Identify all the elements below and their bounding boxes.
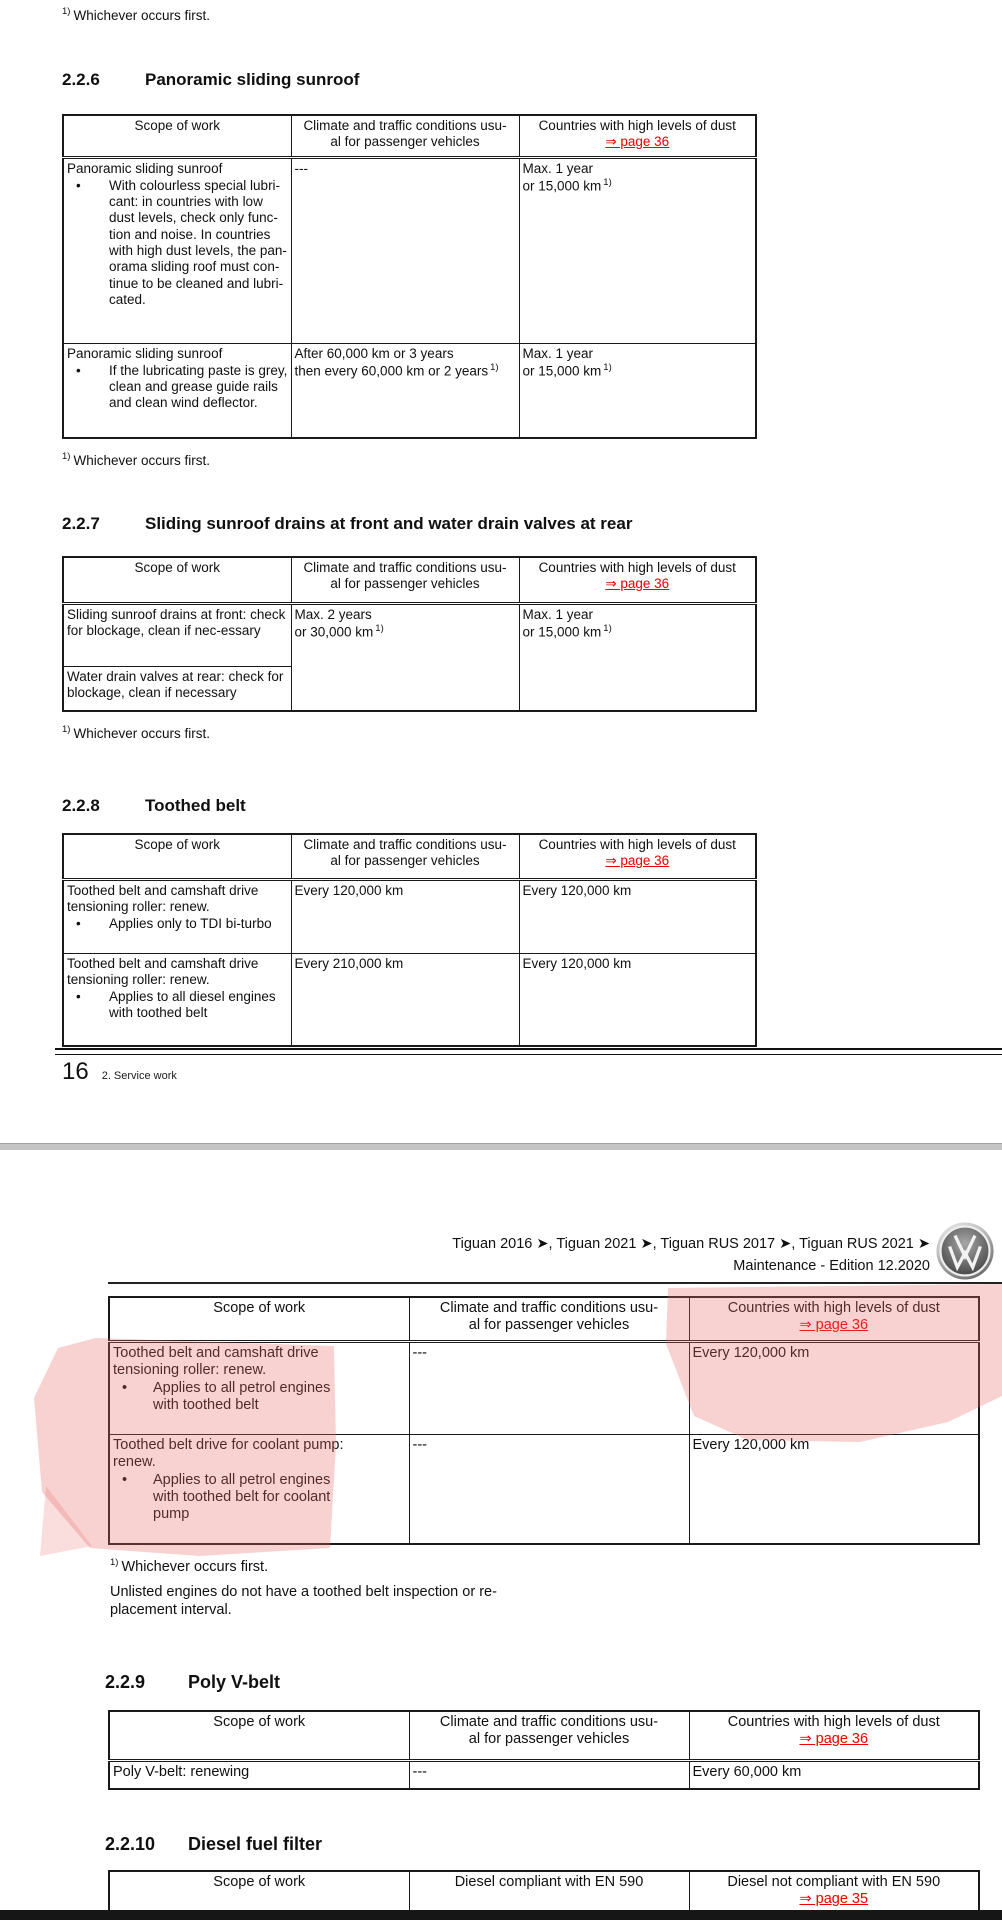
scope-cell: Toothed belt drive for coolant pump: renew. • Applies to all petrol engines with toothed belt for coolant pump <box>109 1434 409 1544</box>
page-separator <box>0 1143 1002 1150</box>
col-header-climate: Climate and traffic conditions usu- al for passenger vehicles <box>291 557 519 603</box>
page-number: 16 <box>62 1058 89 1085</box>
footnote-ref: 1) <box>375 622 384 634</box>
scope-cell: Sliding sunroof drains at front: check for blockage, clean if nec-essary <box>63 603 291 666</box>
scope-cell: Panoramic sliding sunroof • With colourless special lubri-cant: in countries with low dust levels, check only func-tion and noise. In countries with high dust levels, the pan-orama sliding roof must con-tinue to be cleaned and lubri-cated. <box>63 157 291 343</box>
running-header <box>452 1233 930 1277</box>
climate-cell: --- <box>409 1341 689 1434</box>
section-title: Toothed belt <box>145 796 246 815</box>
col-header-scope: Scope of work <box>63 557 291 603</box>
footnote: $^{1)}$ Whichever occurs first. <box>110 1557 269 1575</box>
dust-cell: Every 60,000 km <box>689 1760 979 1789</box>
table-header-row <box>63 557 756 603</box>
section-title: Sliding sunroof drains at front and water drain valves at rear <box>145 514 633 533</box>
page-36-link[interactable]: ⇒ page 36 <box>605 134 670 150</box>
page-36-link[interactable]: ⇒ page 36 <box>799 1731 869 1748</box>
footnote-ref: 1) <box>603 361 612 373</box>
col-header-scope: Scope of work <box>63 834 291 879</box>
climate-cell: Every 120,000 km <box>291 879 519 953</box>
table-row <box>63 343 756 438</box>
section-title: Panoramic sliding sunroof <box>145 70 360 89</box>
section-number: 2.2.7 <box>62 514 100 533</box>
col-header-dust: Countries with high levels of dust ⇒ page 36 <box>689 1297 979 1341</box>
col-header-dust: Countries with high levels of dust ⇒ page 36 <box>519 557 756 603</box>
vw-logo-icon <box>936 1222 994 1280</box>
bullet-icon: • <box>76 177 81 193</box>
model-list: Tiguan 2016 ➤, Tiguan 2021 ➤, Tiguan RUS 2017 ➤, Tiguan RUS 2021 ➤ <box>452 1236 930 1252</box>
col-header-dust: Countries with high levels of dust ⇒ page 36 <box>519 834 756 879</box>
table-header-row <box>109 1297 979 1341</box>
footnote <box>62 6 210 24</box>
dust-cell: Every 120,000 km <box>689 1434 979 1544</box>
footnote-marker: 1) <box>62 6 71 17</box>
table-row <box>109 1434 979 1544</box>
table-row <box>63 879 756 953</box>
page-footer-rule <box>55 1048 1002 1055</box>
dust-cell: Every 120,000 km <box>689 1341 979 1434</box>
col-header-dust: Countries with high levels of dust ⇒ page 36 <box>689 1711 979 1760</box>
table-poly-v-belt <box>108 1710 980 1790</box>
header-rule <box>108 1282 1002 1284</box>
dust-cell: Max. 1 year or 15,000 km $^{1)}$ <box>519 343 756 438</box>
climate-cell: After 60,000 km or 3 years then every 60,000 km or 2 years $^{1)}$ <box>291 343 519 438</box>
scope-cell: Water drain valves at rear: check for blockage, clean if necessary <box>63 666 291 711</box>
table-toothed-belt-p2 <box>108 1296 980 1545</box>
table-panoramic-sunroof <box>62 114 757 439</box>
col-header-scope: Scope of work <box>109 1711 409 1760</box>
climate-cell: --- <box>409 1760 689 1789</box>
page-36-link[interactable]: ⇒ page 36 <box>605 576 670 592</box>
bullet-icon: • <box>122 1471 128 1488</box>
footnote: $^{1)}$ Whichever occurs first. <box>62 451 210 468</box>
table-sunroof-drains <box>62 556 757 712</box>
table-row <box>63 603 756 666</box>
table-toothed-belt-p1 <box>62 833 757 1047</box>
page-36-link[interactable]: ⇒ page 36 <box>799 1317 869 1334</box>
scope-cell: Panoramic sliding sunroof • If the lubricating paste is grey, clean and grease guide rails and clean wind deflector. <box>63 343 291 438</box>
dust-cell: Every 120,000 km <box>519 879 756 953</box>
scope-cell: Toothed belt and camshaft drive tensioning roller: renew. • Applies to all diesel engines with toothed belt <box>63 953 291 1046</box>
col-header-scope: Scope of work <box>109 1297 409 1341</box>
bullet-icon: • <box>122 1379 128 1396</box>
chapter-label: 2. Service work <box>101 1070 177 1082</box>
section-title: Diesel fuel filter <box>188 1834 323 1854</box>
climate-cell: --- <box>291 157 519 343</box>
section-heading-229 <box>105 1672 280 1693</box>
table-row <box>109 1760 979 1789</box>
bullet-icon: • <box>76 362 81 378</box>
table-row <box>63 953 756 1046</box>
section-heading-228 <box>62 796 246 816</box>
col-header-climate: Climate and traffic conditions usu- al for passenger vehicles <box>409 1297 689 1341</box>
col-header-dust: Countries with high levels of dust ⇒ page 36 <box>519 115 756 157</box>
page-35-link[interactable]: ⇒ page 35 <box>799 1891 869 1908</box>
page-footer <box>62 1058 177 1086</box>
col-header-scope: Scope of work <box>63 115 291 157</box>
climate-cell: Every 210,000 km <box>291 953 519 1046</box>
section-number: 2.2.6 <box>62 70 100 89</box>
table-header-row <box>63 834 756 879</box>
dust-cell: Max. 1 year or 15,000 km $^{1)}$ <box>519 603 756 711</box>
section-heading-227 <box>62 514 632 534</box>
footnote-ref: 1) <box>603 176 612 188</box>
viewer-bottom-bar <box>0 1910 1002 1920</box>
bullet-icon: • <box>76 916 81 932</box>
section-heading-226 <box>62 70 359 90</box>
section-number: 2.2.10 <box>105 1834 156 1854</box>
table-header-row <box>109 1711 979 1760</box>
section-number: 2.2.8 <box>62 796 100 815</box>
col-header-climate: Climate and traffic conditions usu- al for passenger vehicles <box>291 834 519 879</box>
section-heading-2210 <box>105 1834 322 1855</box>
section-title: Poly V-belt <box>188 1672 281 1692</box>
footnote: $^{1)}$ Whichever occurs first. <box>62 724 210 741</box>
col-header-diesel-compliant: Diesel compliant with EN 590 <box>409 1871 689 1920</box>
pink-marker-left-tail <box>40 1486 92 1556</box>
table-row <box>63 157 756 343</box>
dust-cell: Every 120,000 km <box>519 953 756 1046</box>
table-row <box>109 1341 979 1434</box>
col-header-scope: Scope of work <box>109 1871 409 1920</box>
scope-cell: Toothed belt and camshaft drive tensioning roller: renew. • Applies only to TDI bi-turbo <box>63 879 291 953</box>
col-header-climate: Climate and traffic conditions usu- al for passenger vehicles <box>409 1711 689 1760</box>
climate-cell: Max. 2 years or 30,000 km $^{1)}$ <box>291 603 519 711</box>
climate-cell: --- <box>409 1434 689 1544</box>
footnote-ref: 1) <box>603 622 612 634</box>
col-header-climate: Climate and traffic conditions usu- al for passenger vehicles <box>291 115 519 157</box>
page-36-link[interactable]: ⇒ page 36 <box>605 853 670 869</box>
edition-label: Maintenance - Edition 12.2020 <box>733 1258 930 1274</box>
scope-cell: Toothed belt and camshaft drive tensioning roller: renew. • Applies to all petrol engines with toothed belt <box>109 1341 409 1434</box>
scope-cell: Poly V-belt: renewing <box>109 1760 409 1789</box>
unlisted-engines-note: Unlisted engines do not have a toothed belt inspection or re-placement interval. <box>110 1584 497 1618</box>
section-number: 2.2.9 <box>105 1672 146 1692</box>
table-header-row <box>63 115 756 157</box>
bullet-icon: • <box>76 989 81 1005</box>
footnote-text: Whichever occurs first. <box>73 7 210 23</box>
col-header-diesel-not-compliant: Diesel not compliant with EN 590 ⇒ page 35 <box>689 1871 979 1920</box>
dust-cell: Max. 1 year or 15,000 km $^{1)}$ <box>519 157 756 343</box>
footnote-ref: 1) <box>490 361 499 373</box>
